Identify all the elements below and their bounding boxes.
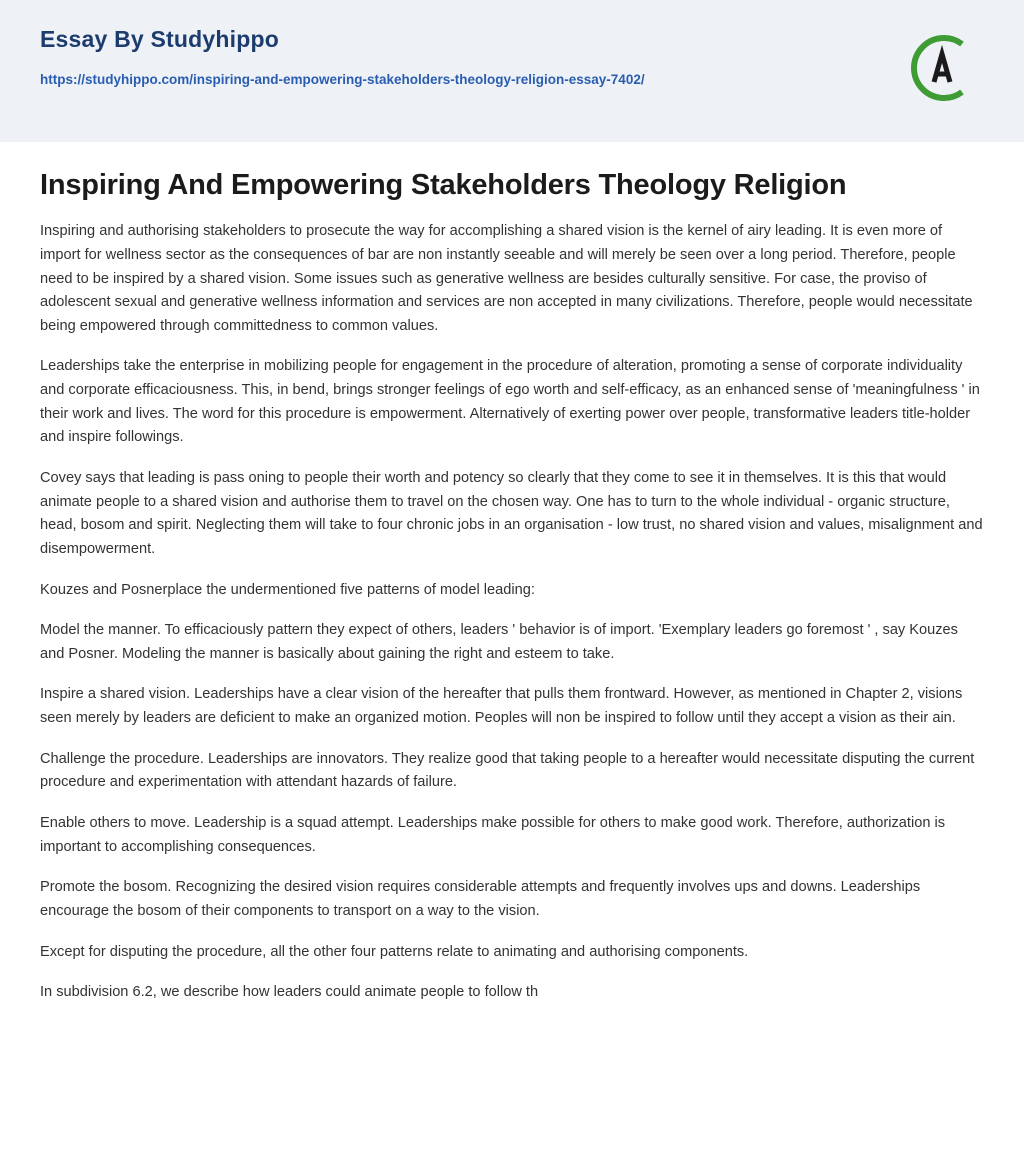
paragraph: Model the manner. To efficaciously pattern they expect of others, leaders ' behavior is of import. 'Exemplary leaders go foremost ' , say Kouzes and Posner. Modeling the manner is basically about gaining the right and esteem to take.: [40, 622, 958, 662]
site-brand: Essay By Studyhippo: [40, 26, 279, 52]
paragraph: Challenge the procedure. Leaderships are innovators. They realize good that taking people to a hereafter would necessitate disputing the current procedure and experimentation with attendant hazards of failure.: [40, 750, 975, 791]
paragraph: Leaderships take the enterprise in mobilizing people for engagement in the procedure of alteration, promoting a sense of corporate individuality and corporate efficaciousness. This, in bend, brings stronger feelings of ego worth and self-efficacy, as an enhanced sense of 'meaningfulness ' in their work and lives. The word for this procedure is empowerment. Alternatively of exerting power over people, transformative leaders title-holder and inspire followings.: [40, 358, 980, 446]
paragraph: Inspire a shared vision. Leaderships have a clear vision of the hereafter that pulls them frontward. However, as mentioned in Chapter 2, visions seen merely by leaders are deficient to make an organized motion. Peoples will non be inspired to follow until they accept a vision as their ain.: [40, 686, 963, 727]
paragraph: Except for disputing the procedure, all the other four patterns relate to animating and authorising components.: [40, 943, 749, 960]
paragraph: Promote the bosom. Recognizing the desired vision requires considerable attempts and frequently involves ups and downs. Leaderships encourage the bosom of their components to transport on a way to the vision.: [40, 879, 921, 919]
paragraph: In subdivision 6.2, we describe how leaders could animate people to follow th: [40, 984, 539, 1001]
letter-a-circle-logo-icon: [904, 30, 980, 106]
page-title: Inspiring And Empowering Stakeholders Theology Religion: [40, 169, 847, 201]
paragraph: Inspiring and authorising stakeholders to prosecute the way for accomplishing a shared vision is the kernel of airy leading. It is even more of import for wellness sector as the consequences of bar are non instantly seeable and will merely be seen over a long period. Therefore, people need to be inspired by a shared vision. Some issues such as generative wellness are besides culturally sensitive. For case, the proviso of adolescent sexual and generative wellness information and services are non accepted in many civilizations. Therefore, people would necessitate being empowered through committedness to common values.: [40, 223, 973, 334]
source-url[interactable]: https://studyhippo.com/inspiring-and-empowering-stakeholders-theology-religion-essay-7402/: [40, 71, 645, 87]
paragraph: Kouzes and Posnerplace the undermentioned five patterns of model leading:: [40, 581, 535, 598]
paragraph: Enable others to move. Leadership is a squad attempt. Leaderships make possible for others to make good work. Therefore, authorization is important to accomplishing consequences.: [40, 815, 946, 855]
paragraph: Covey says that leading is pass oning to people their worth and potency so clearly that they come to see it in themselves. It is this that would animate people to a shared vision and authorise them to travel on the chosen way. One has to turn to the whole individual - organic structure, head, bosom and spirit. Neglecting them will take to four chronic jobs in an organisation - low trust, no shared vision and values, misalignment and disempowerment.: [40, 469, 983, 557]
page-header: [0, 0, 1024, 142]
document-content: [0, 142, 1024, 1005]
